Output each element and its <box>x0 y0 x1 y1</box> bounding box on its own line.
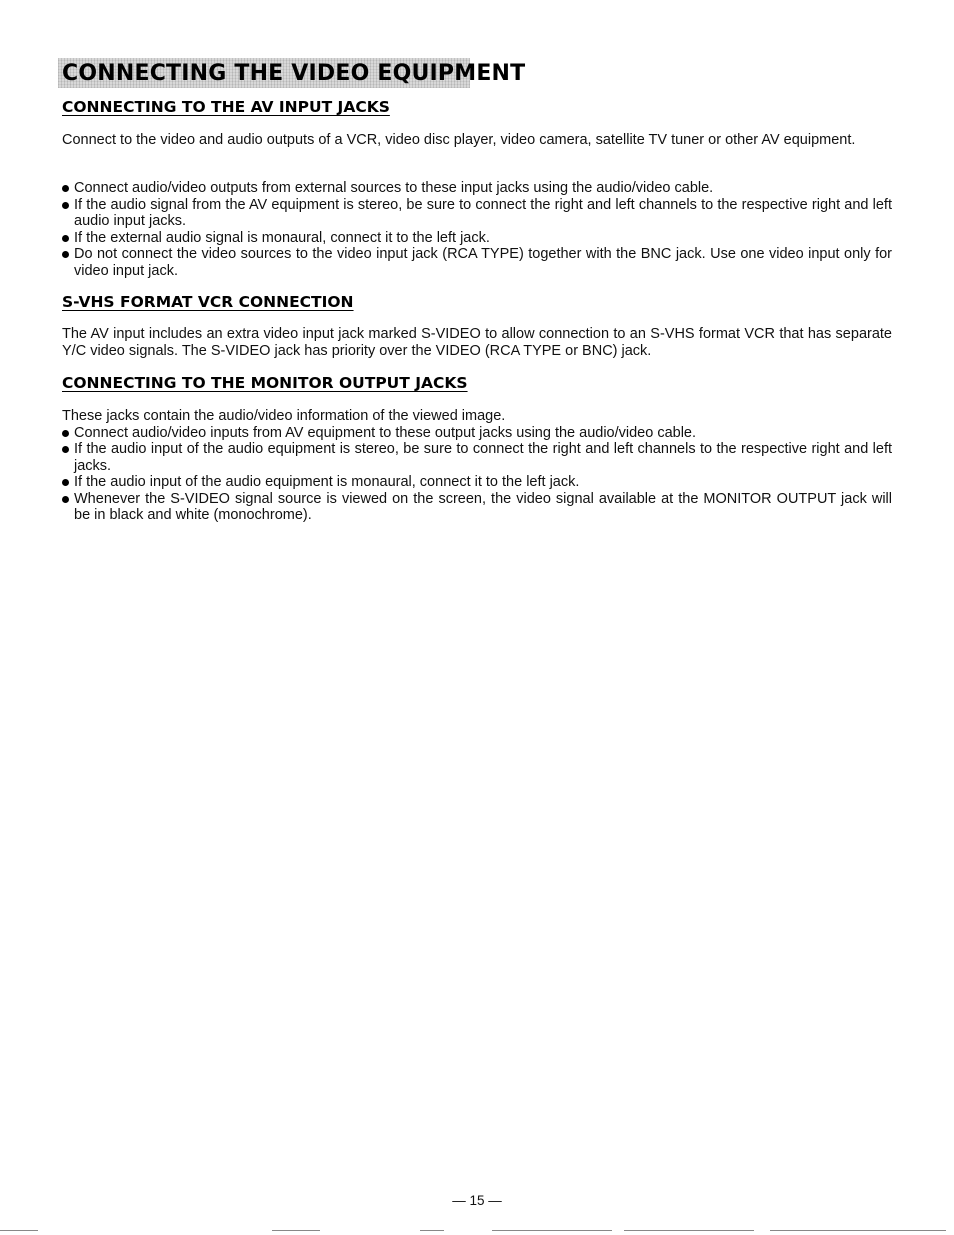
page-number: — 15 — <box>452 1193 502 1208</box>
list-item: Do not connect the video sources to the video input jack (RCA TYPE) together with the BNC jack. Use one video input only for video input jack. <box>62 246 892 279</box>
bullet-list <box>62 425 892 524</box>
bullet-icon <box>62 202 69 209</box>
scan-artifact-line <box>624 1230 754 1231</box>
section-av-input-bullets <box>62 180 892 279</box>
page-title: CONNECTING THE VIDEO EQUIPMENT <box>62 61 526 86</box>
section-av-input-intro <box>62 132 892 149</box>
bullet-icon <box>62 235 69 242</box>
list-item: If the audio input of the audio equipment is monaural, connect it to the left jack. <box>62 474 892 491</box>
section-svhs-intro <box>62 326 892 359</box>
section-heading-svhs: S-VHS FORMAT VCR CONNECTION <box>62 293 354 311</box>
bullet-icon <box>62 496 69 503</box>
bullet-icon <box>62 446 69 453</box>
bullet-icon <box>62 185 69 192</box>
section-heading-monitor-output: CONNECTING TO THE MONITOR OUTPUT JACKS <box>62 374 468 392</box>
scan-artifact-line <box>272 1230 320 1231</box>
list-item: Connect audio/video inputs from AV equipment to these output jacks using the audio/video cable. <box>62 425 892 442</box>
paragraph: These jacks contain the audio/video information of the viewed image. <box>62 408 506 424</box>
section-heading-av-input: CONNECTING TO THE AV INPUT JACKS <box>62 98 390 116</box>
scan-artifact-line <box>770 1230 946 1231</box>
list-item: Whenever the S-VIDEO signal source is viewed on the screen, the video signal available at the MONITOR OUTPUT jack will be in black and white (monochrome). <box>62 491 892 524</box>
list-item: If the audio signal from the AV equipment is stereo, be sure to connect the right and left channels to the respective right and left audio input jacks. <box>62 197 892 230</box>
list-item: Connect audio/video outputs from external sources to these input jacks using the audio/video cable. <box>62 180 892 197</box>
list-item: If the audio input of the audio equipment is stereo, be sure to connect the right and left channels to the respective right and left jacks. <box>62 441 892 474</box>
paragraph: The AV input includes an extra video input jack marked S-VIDEO to allow connection to an S-VHS format VCR that has separate Y/C video signals. The S-VIDEO jack has priority over the VIDEO (RCA TYPE or BNC) jack. <box>62 326 892 359</box>
scan-artifact-line <box>420 1230 444 1231</box>
bullet-icon <box>62 479 69 486</box>
bullet-icon <box>62 251 69 258</box>
scan-artifact-line <box>492 1230 612 1231</box>
bullet-icon <box>62 430 69 437</box>
section-monitor-output-body <box>62 408 892 524</box>
scan-artifact-line <box>0 1230 38 1231</box>
list-item: If the external audio signal is monaural, connect it to the left jack. <box>62 230 892 247</box>
paragraph: Connect to the video and audio outputs of a VCR, video disc player, video camera, satellite TV tuner or other AV equipment. <box>62 132 856 148</box>
bullet-list <box>62 180 892 279</box>
